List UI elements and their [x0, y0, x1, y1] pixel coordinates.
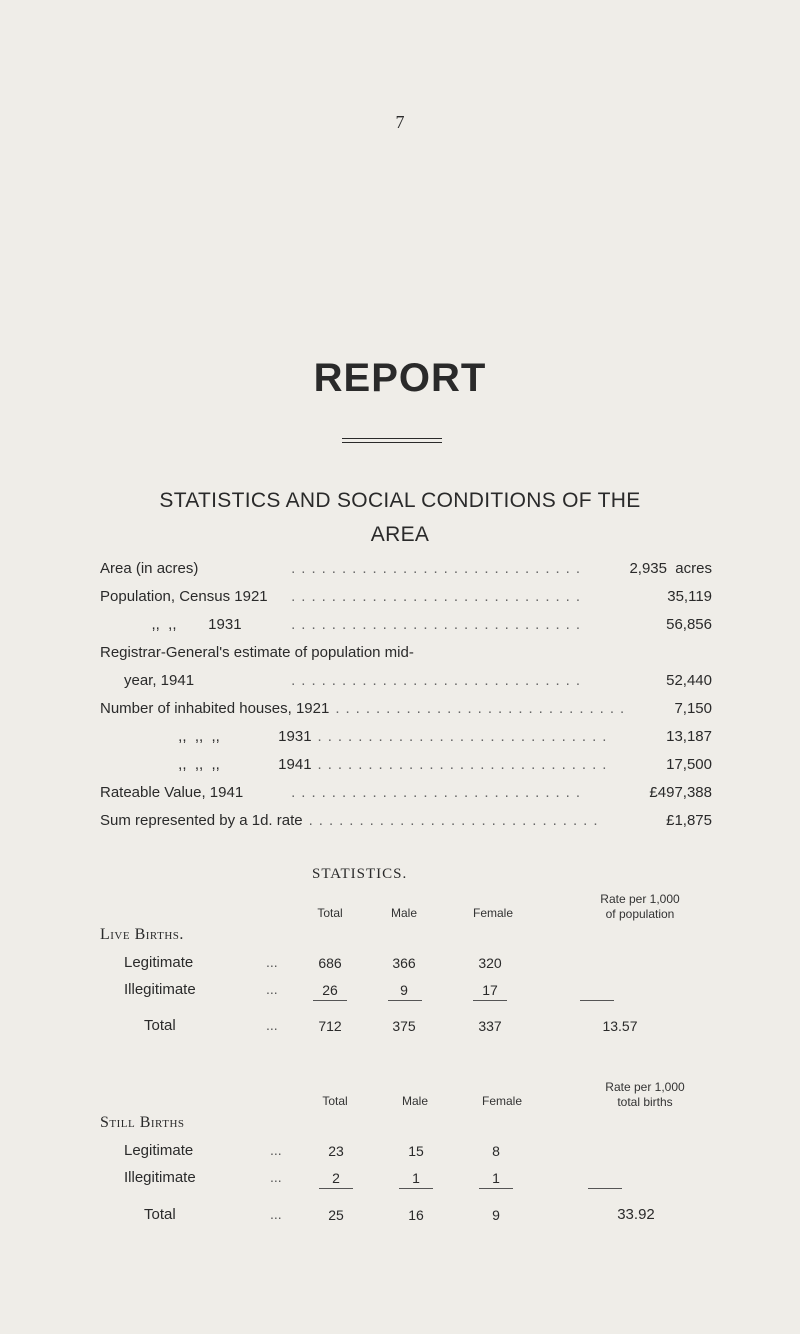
- underline: [399, 1188, 433, 1189]
- header-male: Male: [401, 1094, 428, 1108]
- leader-dots: .............................: [291, 616, 586, 633]
- row-label-total: Total: [144, 1206, 176, 1223]
- stat-value: 17,500: [666, 756, 712, 773]
- stat-label: year, 1941: [124, 672, 195, 689]
- stat-label: Sum represented by a 1d. rate: [100, 812, 303, 829]
- title-rule-top: [342, 438, 442, 439]
- stat-value: £497,388: [649, 784, 712, 801]
- underline: [580, 1000, 614, 1001]
- stat-row-rateable-value: [100, 784, 712, 812]
- ditto-marks: ,, ,, ,,: [178, 728, 220, 745]
- still-illegitimate-total: 2: [332, 1170, 340, 1186]
- row-label-total: Total: [144, 1017, 176, 1034]
- live-total-total: 712: [318, 1018, 342, 1034]
- live-births-total-row: [100, 1010, 720, 1040]
- stat-label: Rateable Value, 1941: [100, 784, 244, 801]
- still-illegitimate-female: 1: [492, 1170, 500, 1186]
- leader-dots: ...: [270, 1142, 282, 1158]
- header-rate-line2: total births: [617, 1095, 673, 1109]
- still-total-male: 16: [408, 1207, 424, 1223]
- live-births-table: [100, 888, 720, 1008]
- stat-label: [100, 616, 242, 633]
- stat-row-population-1921: [100, 588, 712, 616]
- leader-dots: .............................: [291, 588, 586, 605]
- leader-dots: .............................: [317, 756, 613, 773]
- section-title-line1: STATISTICS AND SOCIAL CONDITIONS OF THE: [159, 489, 641, 512]
- underline: [479, 1188, 513, 1189]
- stat-value: 2,935 acres: [629, 560, 712, 577]
- header-rate-line2: of population: [605, 907, 675, 921]
- row-label-legitimate: Legitimate: [124, 954, 194, 971]
- header-total: Total: [322, 1094, 348, 1108]
- ditto-marks: ,, ,, ,,: [178, 756, 220, 773]
- stat-row-houses-1931: [100, 728, 712, 756]
- leader-dots: ...: [270, 1206, 282, 1222]
- leader-dots: ...: [266, 954, 278, 970]
- leader-dots: ...: [270, 1169, 282, 1185]
- still-legitimate-female: 8: [492, 1143, 500, 1159]
- live-legitimate-male: 366: [392, 955, 416, 971]
- leader-dots: ...: [266, 1017, 278, 1033]
- still-legitimate-male: 15: [408, 1143, 424, 1159]
- report-title: REPORT: [313, 356, 487, 400]
- row-label-illegitimate: Illegitimate: [124, 1169, 196, 1186]
- header-female: Female: [472, 906, 513, 920]
- stat-year: 1931: [278, 728, 312, 745]
- title-rule-bottom: [342, 442, 442, 443]
- live-illegitimate-total: 26: [322, 982, 338, 998]
- area-statistics-list: [100, 560, 712, 840]
- ditto-marks: ,, ,,: [151, 616, 177, 633]
- live-births-section-label: Live Births.: [100, 926, 184, 943]
- stat-year: 1931: [208, 616, 242, 633]
- live-total-male: 375: [392, 1018, 416, 1034]
- leader-dots: .............................: [317, 728, 613, 745]
- stat-label: Area (in acres): [100, 560, 199, 577]
- header-female: Female: [481, 1094, 522, 1108]
- stat-label: [100, 756, 312, 773]
- row-label-illegitimate: Illegitimate: [124, 981, 196, 998]
- still-birth-rate: 33.92: [617, 1206, 655, 1223]
- live-illegitimate-male: 9: [400, 982, 408, 998]
- stat-row-penny-rate: [100, 812, 712, 840]
- header-rate-line1: Rate per 1,000: [600, 892, 680, 906]
- row-label-legitimate: Legitimate: [124, 1142, 194, 1159]
- still-total-female: 9: [492, 1207, 500, 1223]
- underline: [473, 1000, 507, 1001]
- leader-dots: .............................: [308, 812, 604, 829]
- still-total-total: 25: [328, 1207, 344, 1223]
- stat-value: £1,875: [666, 812, 712, 829]
- leader-dots: ...: [266, 981, 278, 997]
- header-rate-line1: Rate per 1,000: [605, 1080, 685, 1094]
- underline: [313, 1000, 347, 1001]
- still-births-table: [100, 1076, 720, 1186]
- still-births-section-label: Still Births: [100, 1114, 185, 1131]
- leader-dots: .............................: [291, 560, 586, 577]
- stat-row-houses-1941: [100, 756, 712, 784]
- leader-dots: .............................: [291, 784, 586, 801]
- section-title: [100, 484, 700, 552]
- stat-value: 52,440: [666, 672, 712, 689]
- live-birth-rate: 13.57: [602, 1018, 638, 1034]
- stat-row-registrar-estimate: [100, 644, 712, 672]
- underline: [319, 1188, 353, 1189]
- stat-year: 1941: [278, 756, 312, 773]
- stat-label: Number of inhabited houses, 1921: [100, 700, 330, 717]
- leader-dots: .............................: [291, 672, 586, 689]
- stat-value: 13,187: [666, 728, 712, 745]
- stat-value: 56,856: [666, 616, 712, 633]
- stat-value: 35,119: [667, 588, 712, 605]
- stat-row-houses-1921: [100, 700, 712, 728]
- stat-label: [100, 728, 312, 745]
- live-total-female: 337: [478, 1018, 502, 1034]
- stat-label: Registrar-General's estimate of population mid-: [100, 644, 414, 661]
- leader-dots: .............................: [335, 700, 631, 717]
- live-illegitimate-female: 17: [482, 982, 498, 998]
- page-number: 7: [395, 112, 405, 132]
- underline: [588, 1188, 622, 1189]
- stat-row-area: [100, 560, 712, 588]
- still-illegitimate-male: 1: [412, 1170, 420, 1186]
- header-rate: [570, 1080, 720, 1110]
- stat-value: 7,150: [674, 700, 712, 717]
- header-rate: [570, 892, 710, 922]
- header-total: Total: [317, 906, 343, 920]
- still-legitimate-total: 23: [328, 1143, 344, 1159]
- stat-row-population-1931: [100, 616, 712, 644]
- section-title-line2: AREA: [370, 523, 430, 546]
- still-births-total-row: [100, 1196, 720, 1226]
- live-legitimate-female: 320: [478, 955, 502, 971]
- underline: [388, 1000, 422, 1001]
- live-legitimate-total: 686: [318, 955, 342, 971]
- header-male: Male: [390, 906, 417, 920]
- statistics-heading: STATISTICS.: [312, 866, 408, 882]
- stat-label: Population, Census 1921: [100, 588, 268, 605]
- stat-row-estimate-1941: [100, 672, 712, 700]
